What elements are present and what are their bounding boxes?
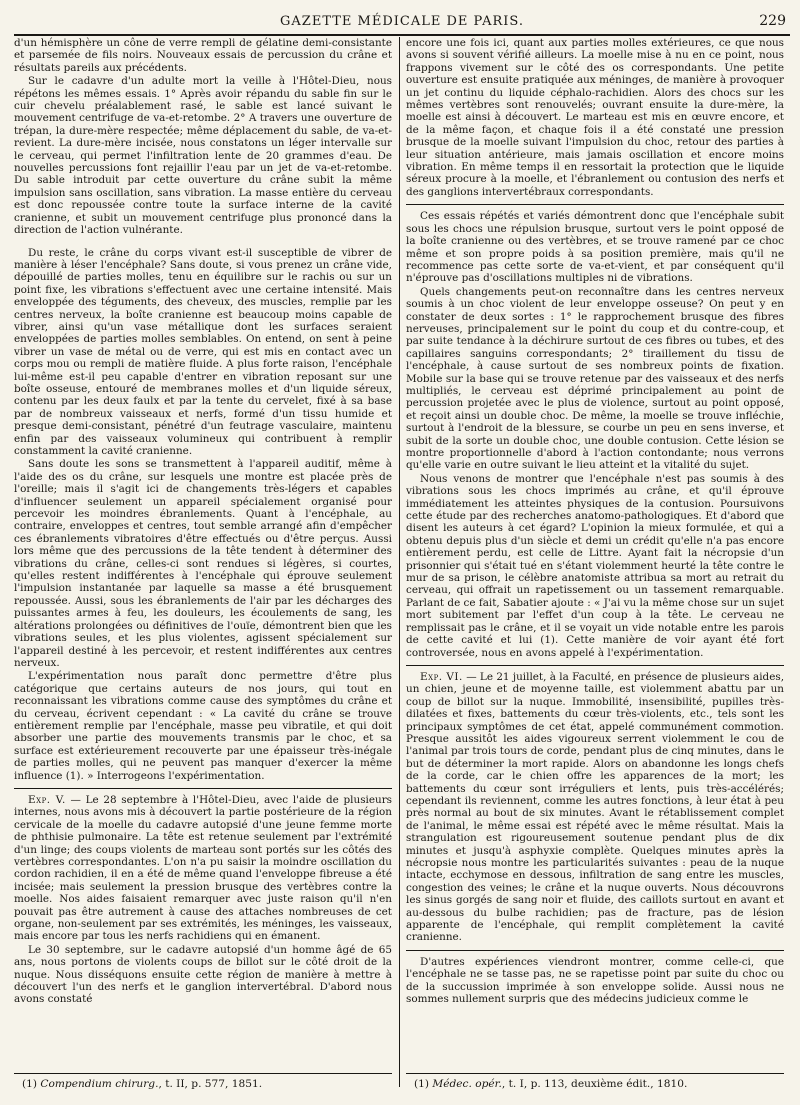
paragraph: Sur le cadavre d'un adulte mort la veille à l'Hôtel-Dieu, nous répétons les mêmes essais. 1° Après avoir répandu du sable fin sur le cuir chevelu préalablement rasé, le sable est lancé suivant le mouvement centrifuge de va-et-retombe. 2° A travers une ouverture de trépan, la dure-mère respectée; même déplacement du sable, de va-et-revient. La dure-mère incisée, nous constatons un léger intervalle sur le cerveau, qui permet l'infiltration lente de 20 grammes d'eau. De nouvelles percussions font rejaillir l'eau par un jet de va-et-retombe. Du sable introduit par cette ouverture du crâne subit la même impulsion sans oscillation, sans vibration. La masse entière du cerveau est donc repoussée contre toute la surface interne de la cavité cranienne, et subit un mouvement centrifuge plus prononcé dans la direction de l'action vulnérante. [14, 75, 392, 237]
page-number: 229 [759, 13, 786, 29]
journal-title: GAZETTE MÉDICALE DE PARIS. [280, 14, 524, 29]
paragraph: encore une fois ici, quant aux parties molles extérieures, ce que nous avons si souvent vérifié ailleurs. La moelle mise à nu en ce point, nous frappons vivement sur le côté des os correspondants. Une petite ouverture est ensuite pratiquée aux méninges, de manière à provoquer un jet continu du liquide céphalo-rachidien. Alors des chocs sur les mêmes vertèbres sont renouvelés; ouvrant ensuite la dure-mère, la moelle est ainsi à découvert. Le marteau est mis en œuvre encore, et de la même façon, et chaque fois il a été constaté une pression brusque de la moelle suivant l'impulsion du choc, retour des parties à leur situation antérieure, mais jamais oscillation et encore moins vibration. En même temps il en ressortait la protection que le liquide séreux procure à la moelle, et l'ébranlement ou contusion des nerfs et des ganglions intervertébraux correspondants. [406, 37, 784, 198]
experiment-paragraph [406, 671, 784, 944]
paragraph-text: — Le 28 septembre à l'Hôtel-Dieu, avec l'aide de plusieurs internes, nous avons mis à découvert la partie postérieure de la région cervicale de la moelle du cadavre autopsié d'une jeune femme morte de phthisie pulmonaire. La tête est retenue seulement par l'extrémité d'un linge; des coups violents de marteau sont portés sur les côtés des vertèbres correspondantes. L'on n'a pu saisir la moindre oscillation du cordon rachidien, il en a été de même quand l'enveloppe fibreuse a été incisée; mais seulement la pression brusque des vertèbres contre la moelle. Nos aides faisaient remarquer avec juste raison qu'il n'en pouvait pas être autrement à cause des attaches nombreuses de cet organe, non-seulement par ses extrémités, les méninges, les vaisseaux, mais encore par tous les nerfs rachidiens qui en émanent. [14, 793, 392, 943]
paragraph: Ces essais répétés et variés démontrent donc que l'encéphale subit sous les chocs une répulsion brusque, surtout vers le point opposé de la boîte cranienne ou des vertèbres, et se trouve ramené par ce choc même et son propre poids à sa position première, mais qu'il ne recommence pas cette sorte de va-et-vient, et par conséquent qu'il n'éprouve pas d'oscillations multiples ni de vibrations. [406, 210, 784, 285]
section-divider [406, 950, 784, 951]
section-divider [406, 665, 784, 666]
page-header [14, 10, 790, 36]
experiment-paragraph [14, 794, 392, 943]
footnote-work: Compendium chirurg. [40, 1078, 159, 1090]
paragraph: Le 30 septembre, sur le cadavre autopsié d'un homme âgé de 65 ans, nous portons de violents coups de billot sur le côté droit de la nuque. Nous disséquons ensuite cette région de manière à mettre à découvert l'un des nerfs et le ganglion intervertébral. D'abord nous avons constaté [14, 943, 392, 1006]
left-column [14, 37, 392, 1067]
footnote-rule-left [14, 1073, 392, 1074]
newspaper-page [14, 10, 790, 1098]
experiment-label: Exp. VI. [420, 670, 463, 683]
paragraph: L'expérimentation nous paraît donc permettre d'être plus catégorique que certains auteurs de nos jours, qui tout en reconnaissant les vibrations comme cause des symptômes du crâne et du cerveau, écrivent cependant : « La cavité du crâne se trouve entièrement remplie par l'encéphale, masse peu vibratile, et qui doit absorber une partie des mouvements transmis par le choc, et sa surface est extérieurement recouverte par une épaisseur très-inégale de parties molles, qui ne peuvent pas manquer d'exercer la même influence (1). » Interrogeons l'expérimentation. [14, 670, 392, 782]
footnote-ref: , t. II, p. 577, 1851. [158, 1078, 263, 1090]
footnote-right [414, 1078, 790, 1091]
footnote-ref: , t. I, p. 113, deuxième édit., 1810. [501, 1078, 688, 1090]
right-column [406, 37, 784, 1067]
paragraph: D'autres expériences viendront montrer, comme celle-ci, que l'encéphale ne se tasse pas, ne se rapetisse point par suite du choc ou de la succussion imprimée à son enveloppe solide. Aussi nous ne sommes nullement surpris que des médecins judicieux comme le [406, 955, 784, 1006]
experiment-label: Exp. V. [28, 793, 66, 806]
column-rule [399, 37, 400, 1087]
paragraph: Sans doute les sons se transmettent à l'appareil auditif, même à l'aide des os du crâne, sur lesquels une montre est placée près de l'oreille; mais il s'agit ici de changements très-légers et capables d'influencer seulement un appareil spécialement organisé pour percevoir les moindres ébranlements. Quant à l'encéphale, au contraire, enveloppes et centres, tout semble arrangé afin d'empêcher ces ébranlements vibratoires d'être effectués ou d'être perçus. Aussi lors même que des percussions de la tête tendent à déterminer des vibrations du crâne, celles-ci sont rendues si légères, si courtes, qu'elles restent indifférentes à l'encéphale qui éprouve seulement l'impulsion instantanée par laquelle sa masse a été brusquement repoussée. Aussi, sous les ébranlements de l'air par les décharges des puissantes armes à feu, les douleurs, les écoulements de sang, les altérations prolongées ou définitives de l'ouïe, démontrent bien que les vibrations seules, et les plus violentes, agissent spécialement sur l'appareil destiné à les percevoir, et restent indifférentes aux centres nerveux. [14, 458, 392, 669]
footnote-left [22, 1078, 400, 1091]
footnote-number: (1) [414, 1078, 430, 1090]
footnote-work: Médec. opér. [432, 1078, 502, 1090]
paragraph: Nous venons de montrer que l'encéphale n'est pas soumis à des vibrations sous les chocs imprimés au crâne, et qu'il éprouve immédiatement les atteintes physiques de la contusion. Poursuivons cette étude par des recherches anatomo-pathologiques. Et d'abord que disent les auteurs à cet égard? L'opinion la mieux formulée, et qui a obtenu depuis plus d'un siècle et demi un crédit qu'elle n'a pas encore entièrement perdu, est celle de Littre. Ayant fait la nécropsie d'un prisonnier qui s'était tué en s'étant violemment heurté la tête contre le mur de sa prison, le célèbre anatomiste attribua sa mort au retrait du cerveau, qui offrait un rapetissement ou un tassement remarquable. Parlant de ce fait, Sabatier ajoute : « J'ai vu la même chose sur un sujet mort subitement par l'effet d'un coup à la tête. Le cerveau ne remplissait pas le crâne, et il se voyait un vide notable entre les parois de cette cavité et lui (1). Cette manière de voir ayant été fort controversée, nous en avons appelé à l'expérimentation. [406, 472, 784, 659]
section-divider [406, 204, 784, 205]
paragraph-text: — Le 21 juillet, à la Faculté, en présence de plusieurs aides, un chien, jeune et de moyenne taille, est violemment abattu par un coup de billot sur la nuque. Immobilité, insensibilité, pupilles très-dilatées et fixes, battements du cœur très-violents, etc., tels sont les principaux symptômes de cet état, appelé communément commotion. Presque aussitôt les aides vigoureux serrent violemment le cou de l'animal par trois tours de corde, pendant plus de cinq minutes, dans le but de déterminer la mort rapide. Alors on abandonne les longs chefs de la corde, car le chien offre les apparences de la mort; les battements du cœur sont irréguliers et lents, puis très-accélérés; cependant ils reviennent, comme les autres fonctions, à leur état à peu près normal au bout de six minutes. Avant le rétablissement complet de l'animal, le même essai est répété avec le même résultat. Mais la strangulation est rigoureusement soutenue pendant plus de dix minutes et jusqu'à asphyxie complète. Quelques minutes après la nécropsie nous montre les particularités suivantes : peau de la nuque intacte, ecchymose en dessous, infiltration de sang entre les muscles, congestion des veines; le crâne et la nuque ouverts. Nous découvrons les sinus gorgés de sang noir et fluide, des caillots surtout en avant et au-dessous du bulbe rachidien; pas de fracture, pas de lésion apparente de l'encéphale, qui remplit complètement la cavité cranienne. [406, 670, 784, 944]
footnote-rule-right [406, 1073, 784, 1074]
paragraph: Du reste, le crâne du corps vivant est-il susceptible de vibrer de manière à léser l'encéphale? Sans doute, si vous prenez un crâne vide, dépouillé de parties molles, tenu en équilibre sur le rachis ou sur un point fixe, les vibrations s'effectuent avec une certaine intensité. Mais enveloppée des téguments, des cheveux, des muscles, remplie par les centres nerveux, la boîte cranienne est beaucoup moins capable de vibrer, ainsi qu'un vase métallique dont les surfaces seraient enveloppées de parties molles semblables. On entend, on sent à peine vibrer un vase de métal ou de verre, qui est mis en contact avec un corps mou ou rempli de matière fluide. A plus forte raison, l'encéphale lui-même est-il peu capable d'entrer en vibration reposant sur une boîte osseuse, entouré de membranes molles et d'un liquide séreux, contenu par les deux faulx et par la tente du cervelet, fixé à sa base par de nombreux vaisseaux et nerfs, formé d'un tissu humide et presque demi-consistant, pénétré d'un feutrage vasculaire, maintenu enfin par des vaisseaux volumineux qui contribuent à remplir constamment la cavité cranienne. [14, 246, 392, 457]
paragraph: d'un hémisphère un cône de verre rempli de gélatine demi-consistante et parsemée de fils noirs. Nouveaux essais de percussion du crâne et résultats pareils aux précédents. [14, 37, 392, 74]
section-divider [14, 788, 392, 789]
paragraph: Quels changements peut-on reconnaître dans les centres nerveux soumis à un choc violent de leur enveloppe osseuse? On peut y en constater de deux sortes : 1° le rapprochement brusque des fibres nerveuses, principalement sur le point du coup et du contre-coup, et par suite tendance à la déchirure surtout de ces fibres ou tubes, et des capillaires sanguins correspondants; 2° tiraillement du tissu de l'encéphale, à cause surtout de ses nombreux points de fixation. Mobile sur la base qui se trouve retenue par des vaisseaux et des nerfs multipliés, le cerveau est déprimé principalement au point de percussion projetée avec le plus de violence, surtout au point opposé, et reçoit ainsi un double choc. De même, la moelle se trouve infléchie, surtout à l'endroit de la blessure, se courbe un peu en sens inverse, et subit de la sorte un double choc, une double contusion. Cette lésion se montre proportionnelle d'abord à l'action contondante; nous verrons qu'elle varie en outre suivant le lieu atteint et la vitalité du sujet. [406, 285, 784, 472]
footnote-number: (1) [22, 1078, 38, 1090]
